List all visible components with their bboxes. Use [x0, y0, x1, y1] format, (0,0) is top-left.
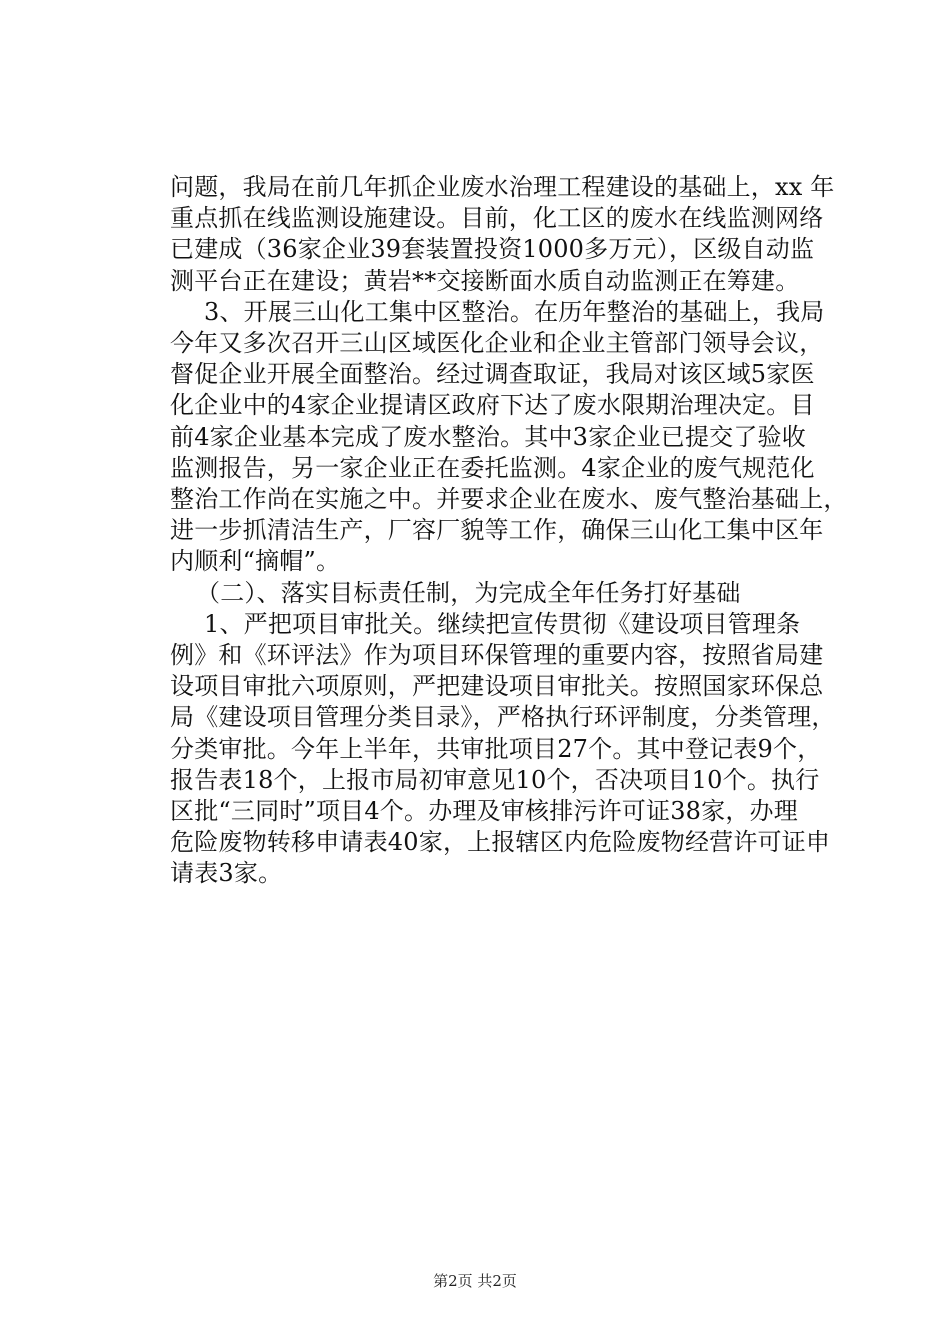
section-heading: （二）、落实目标责任制，为完成全年任务打好基础 [196, 578, 741, 607]
text-line: 今年又多次召开三山区域医化企业和企业主管部门领导会议， [170, 329, 824, 358]
text-line: 测平台正在建设；黄岩**交接断面水质自动监测正在筹建。 [170, 266, 800, 295]
text-line: 危险废物转移申请表40家，上报辖区内危险废物经营许可证申 [170, 828, 831, 857]
text-line: 3、开展三山化工集中区整治。在历年整治的基础上，我局 [204, 297, 825, 326]
page-number-footer: 第2页 共2页 [433, 1272, 517, 1290]
text-line: 已建成（36家企业39套装置投资1000多万元），区级自动监 [170, 235, 815, 264]
text-line: 区批“三同时”项目4个。办理及审核排污许可证38家，办理 [170, 797, 798, 826]
text-line: 进一步抓清洁生产，厂容厂貌等工作，确保三山化工集中区年 [170, 516, 824, 545]
text-line: 局《建设项目管理分类目录》，严格执行环评制度，分类管理， [170, 703, 836, 732]
text-line: 整治工作尚在实施之中。并要求企业在废水、废气整治基础上， [170, 485, 848, 514]
text-line: 请表3家。 [170, 859, 283, 888]
text-line: 问题，我局在前几年抓企业废水治理工程建设的基础上，xx 年 [170, 173, 835, 201]
text-line: 分类审批。今年上半年，共审批项目27个。其中登记表9个， [170, 734, 822, 763]
text-line: 设项目审批六项原则，严把建设项目审批关。按照国家环保总 [170, 672, 824, 701]
text-line: 监测报告，另一家企业正在委托监测。4家企业的废气规范化 [170, 453, 815, 482]
text-line: 督促企业开展全面整治。经过调查取证，我局对该区域5家医 [170, 360, 815, 389]
text-line: 内顺利“摘帽”。 [170, 547, 341, 576]
text-line: 报告表18个，上报市局初审意见10个，否决项目10个。执行 [170, 765, 820, 794]
text-line: 前4家企业基本完成了废水整治。其中3家企业已提交了验收 [170, 422, 806, 451]
text-line: 重点抓在线监测设施建设。目前，化工区的废水在线监测网络 [170, 204, 824, 233]
document-body [170, 172, 848, 890]
text-line: 化企业中的4家企业提请区政府下达了废水限期治理决定。目 [170, 391, 815, 420]
text-line: 例》和《环评法》作为项目环保管理的重要内容，按照省局建 [170, 641, 824, 670]
text-line: 1、严把项目审批关。继续把宣传贯彻《建设项目管理条 [204, 609, 801, 638]
